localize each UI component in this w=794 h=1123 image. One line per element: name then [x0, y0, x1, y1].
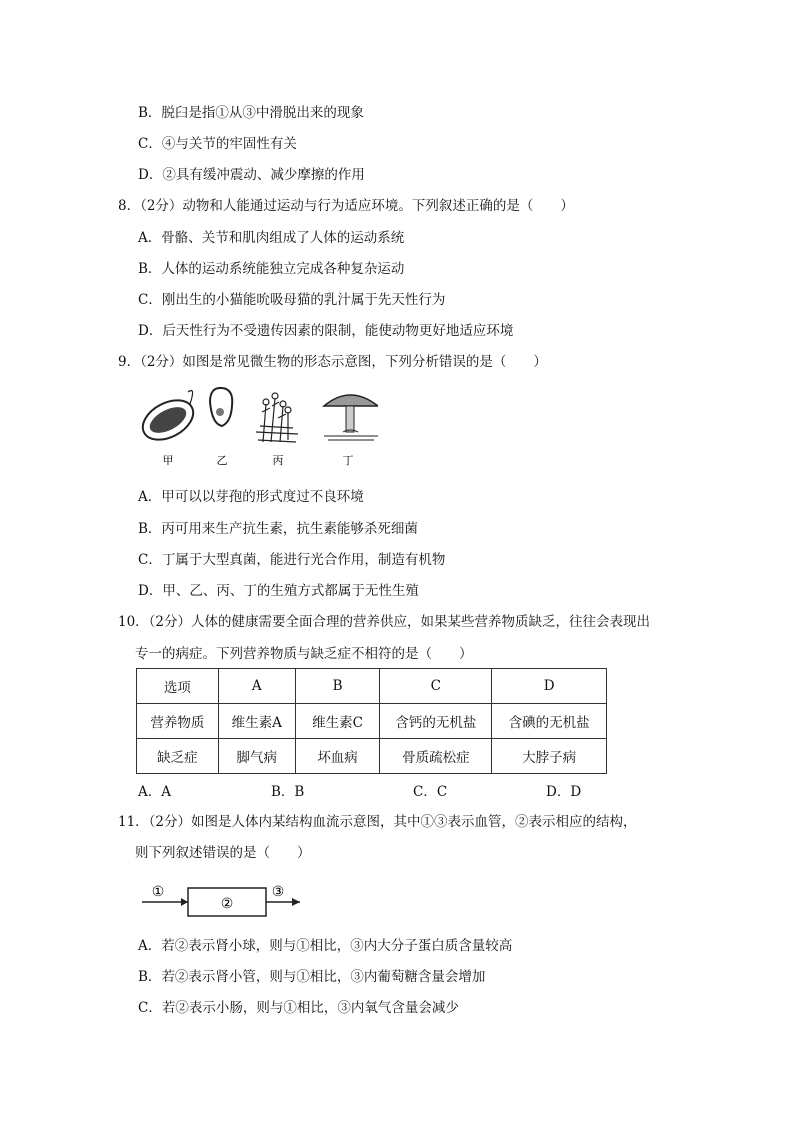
table-cell: 缺乏症 — [137, 739, 219, 774]
table-cell: A — [218, 669, 295, 704]
vessel-1-label: ① — [151, 884, 165, 900]
q8-option-d: D．后天性行为不受遗传因素的限制，能使动物更好地适应环境 — [138, 323, 514, 339]
microorganism-figure — [138, 382, 378, 472]
label-jia: 甲 — [162, 454, 174, 467]
q8-option-a: A．骨骼、关节和肌肉组成了人体的运动系统 — [138, 230, 405, 246]
q7-option-b: B．脱臼是指①从③中滑脱出来的现象 — [138, 105, 364, 121]
table-cell: 营养物质 — [137, 704, 219, 739]
q11-option-c: C．若②表示小肠，则与①相比，③内氧气含量会减少 — [138, 1000, 459, 1016]
mold-bing-illustration — [256, 393, 298, 442]
label-ding: 丁 — [342, 454, 354, 467]
table-cell: 骨质疏松症 — [380, 739, 492, 774]
q9-option-c: C．丁属于大型真菌，能进行光合作用，制造有机物 — [138, 552, 446, 568]
label-bing: 丙 — [272, 454, 284, 467]
table-cell: 选项 — [137, 669, 219, 704]
q10-answer-c: C．C — [413, 784, 448, 800]
q11-stem-line1: 11．（2分）如图是人体内某结构血流示意图，其中①③表示血管，②表示相应的结构， — [118, 814, 637, 830]
label-yi: 乙 — [216, 454, 228, 467]
table-cell: D — [492, 669, 607, 704]
nutrition-table — [136, 668, 607, 774]
table-cell: 坏血病 — [295, 739, 380, 774]
q8-option-b: B．人体的运动系统能独立完成各种复杂运动 — [138, 261, 405, 277]
table-cell: 脚气病 — [218, 739, 295, 774]
table-row — [137, 704, 607, 739]
bacterium-jia-illustration — [138, 391, 200, 448]
q8-stem: 8．（2分）动物和人能通过运动与行为适应环境。下列叙述正确的是（ ） — [118, 198, 574, 214]
q9-option-a: A．甲可以以芽孢的形式度过不良环境 — [138, 489, 364, 505]
table-cell: 维生素A — [218, 704, 295, 739]
q10-answer-d: D．D — [546, 784, 582, 800]
table-cell: 维生素C — [295, 704, 380, 739]
q9-option-d: D．甲、乙、丙、丁的生殖方式都属于无性生殖 — [138, 583, 419, 599]
arrow-icon — [292, 898, 300, 906]
q7-option-c: C．④与关节的牢固性有关 — [138, 136, 297, 152]
q10-stem-line2: 专一的病症。下列营养物质与缺乏症不相符的是（ ） — [135, 646, 473, 662]
q9-stem: 9．（2分）如图是常见微生物的形态示意图，下列分析错误的是（ ） — [118, 354, 547, 370]
q10-stem-line1: 10．（2分）人体的健康需要全面合理的营养供应，如果某些营养物质缺乏，往往会表现出 — [118, 614, 651, 630]
q10-answer-a: A．A — [138, 784, 171, 800]
q7-option-d: D．②具有缓冲震动、减少摩擦的作用 — [138, 167, 365, 183]
q9-option-b: B．丙可用来生产抗生素，抗生素能够杀死细菌 — [138, 521, 418, 537]
q11-stem-line2: 则下列叙述错误的是（ ） — [135, 845, 311, 861]
blood-flow-diagram — [140, 880, 310, 920]
q10-answer-b: B．B — [271, 784, 305, 800]
table-cell: C — [380, 669, 492, 704]
vessel-3-label: ③ — [271, 884, 285, 900]
q8-option-c: C．刚出生的小猫能吮吸母猫的乳汁属于先天性行为 — [138, 292, 446, 308]
table-row — [137, 669, 607, 704]
yeast-yi-illustration — [210, 388, 232, 426]
q11-option-a: A．若②表示肾小球，则与①相比，③内大分子蛋白质含量较高 — [138, 938, 513, 954]
table-cell: 含钙的无机盐 — [380, 704, 492, 739]
arrow-icon — [181, 898, 188, 906]
table-cell: 大脖子病 — [492, 739, 607, 774]
table-cell: 含碘的无机盐 — [492, 704, 607, 739]
structure-2-label: ② — [220, 896, 234, 912]
table-cell: B — [295, 669, 380, 704]
table-row — [137, 739, 607, 774]
q11-option-b: B．若②表示肾小管，则与①相比，③内葡萄糖含量会增加 — [138, 969, 486, 985]
q10-answer-options — [138, 780, 598, 800]
mushroom-ding-illustration — [324, 395, 378, 440]
